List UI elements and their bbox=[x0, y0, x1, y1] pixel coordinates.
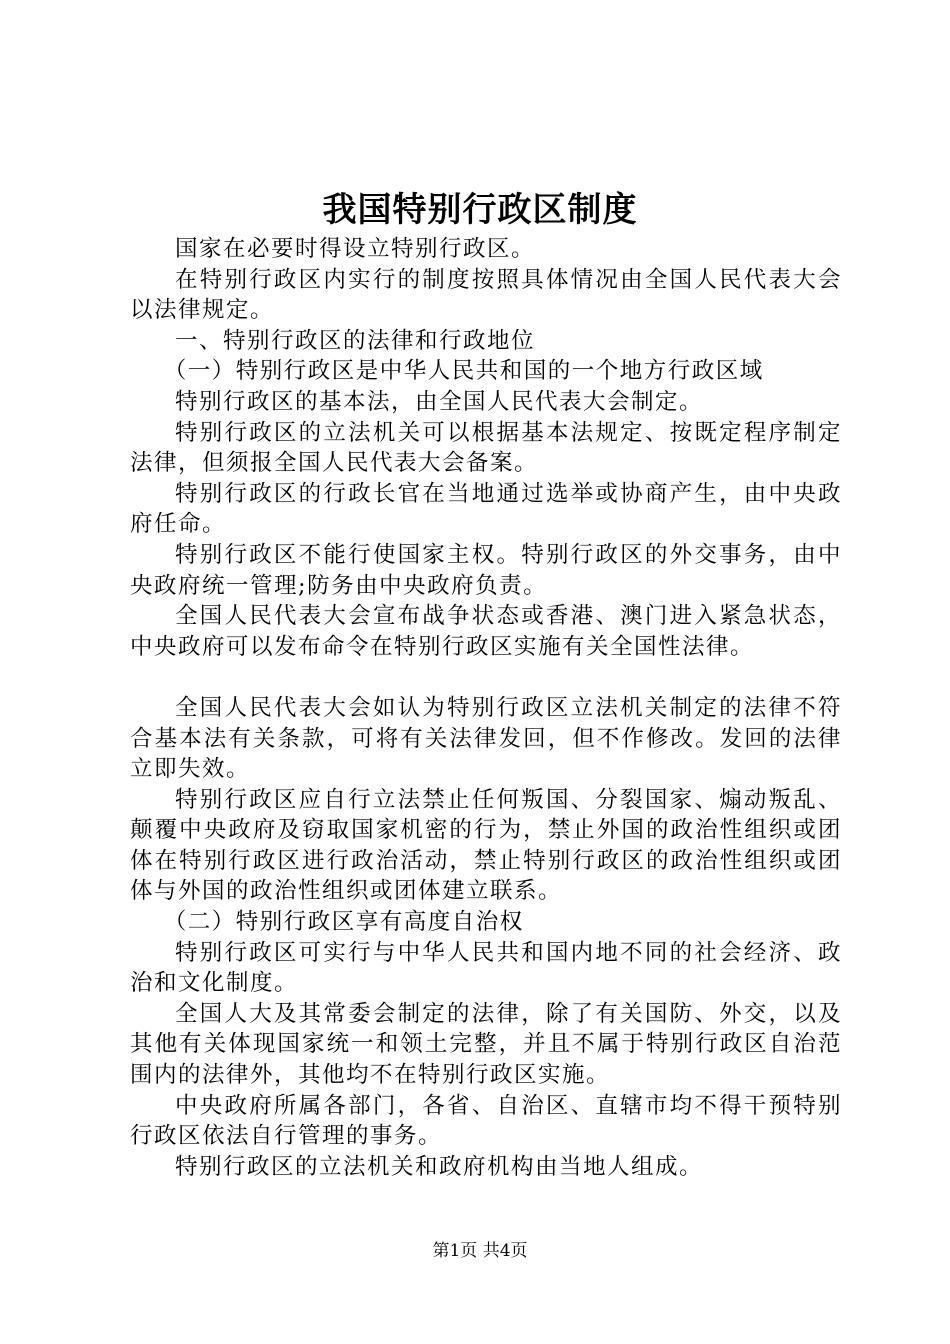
paragraph: 全国人民代表大会宣布战争状态或香港、澳门进入紧急状态，中央政府可以发布命令在特别行政区实施有关全国性法律。 bbox=[130, 603, 842, 660]
paragraph: 中央政府所属各部门，各省、自治区、直辖市均不得干预特别行政区依法自行管理的事务。 bbox=[130, 1092, 842, 1150]
section-heading: 一、特别行政区的法律和行政地位 bbox=[175, 327, 536, 354]
paragraph: 特别行政区的行政长官在当地通过选举或协商产生，由中央政府任命。 bbox=[130, 480, 842, 538]
paragraph: 特别行政区的基本法，由全国人民代表大会制定。 bbox=[175, 388, 704, 415]
paragraph: 在特别行政区内实行的制度按照具体情况由全国人民代表大会以法律规定。 bbox=[130, 266, 842, 324]
paragraph: 特别行政区应自行立法禁止任何叛国、分裂国家、煽动叛乱、颠覆中央政府及窃取国家机密的行为，禁止外国的政治性组织或团体在特别行政区进行政治活动，禁止特别行政区的政治性组织或团体与外国的政治性组织或团体建立联系。 bbox=[130, 786, 842, 905]
page-footer: 第1页 共4页 bbox=[432, 1241, 528, 1261]
paragraph: 全国人大及其常委会制定的法律，除了有关国防、外交，以及其他有关体现国家统一和领土完整，并且不属于特别行政区自治范围内的法律外，其他均不在特别行政区实施。 bbox=[130, 1000, 842, 1089]
subsection-heading: （一）特别行政区是中华人民共和国的一个地方行政区域 bbox=[163, 358, 764, 385]
paragraph: 全国人民代表大会如认为特别行政区立法机关制定的法律不符合基本法有关条款，可将有关法律发回，但不作修改。发回的法律立即失效。 bbox=[130, 694, 842, 783]
paragraph: 特别行政区的立法机关和政府机构由当地人组成。 bbox=[175, 1153, 704, 1180]
document-title: 我国特别行政区制度 bbox=[322, 190, 638, 230]
paragraph: 特别行政区不能行使国家主权。特别行政区的外交事务，由中央政府统一管理;防务由中央政府负责。 bbox=[130, 541, 842, 599]
paragraph: 特别行政区可实行与中华人民共和国内地不同的社会经济、政治和文化制度。 bbox=[130, 939, 842, 997]
subsection-heading: （二）特别行政区享有高度自治权 bbox=[163, 909, 524, 936]
blank-line bbox=[130, 662, 842, 693]
document-body bbox=[130, 234, 842, 1182]
paragraph: 国家在必要时得设立特别行政区。 bbox=[175, 236, 536, 262]
paragraph: 特别行政区的立法机关可以根据基本法规定、按既定程序制定法律，但须报全国人民代表大会备案。 bbox=[130, 419, 842, 477]
